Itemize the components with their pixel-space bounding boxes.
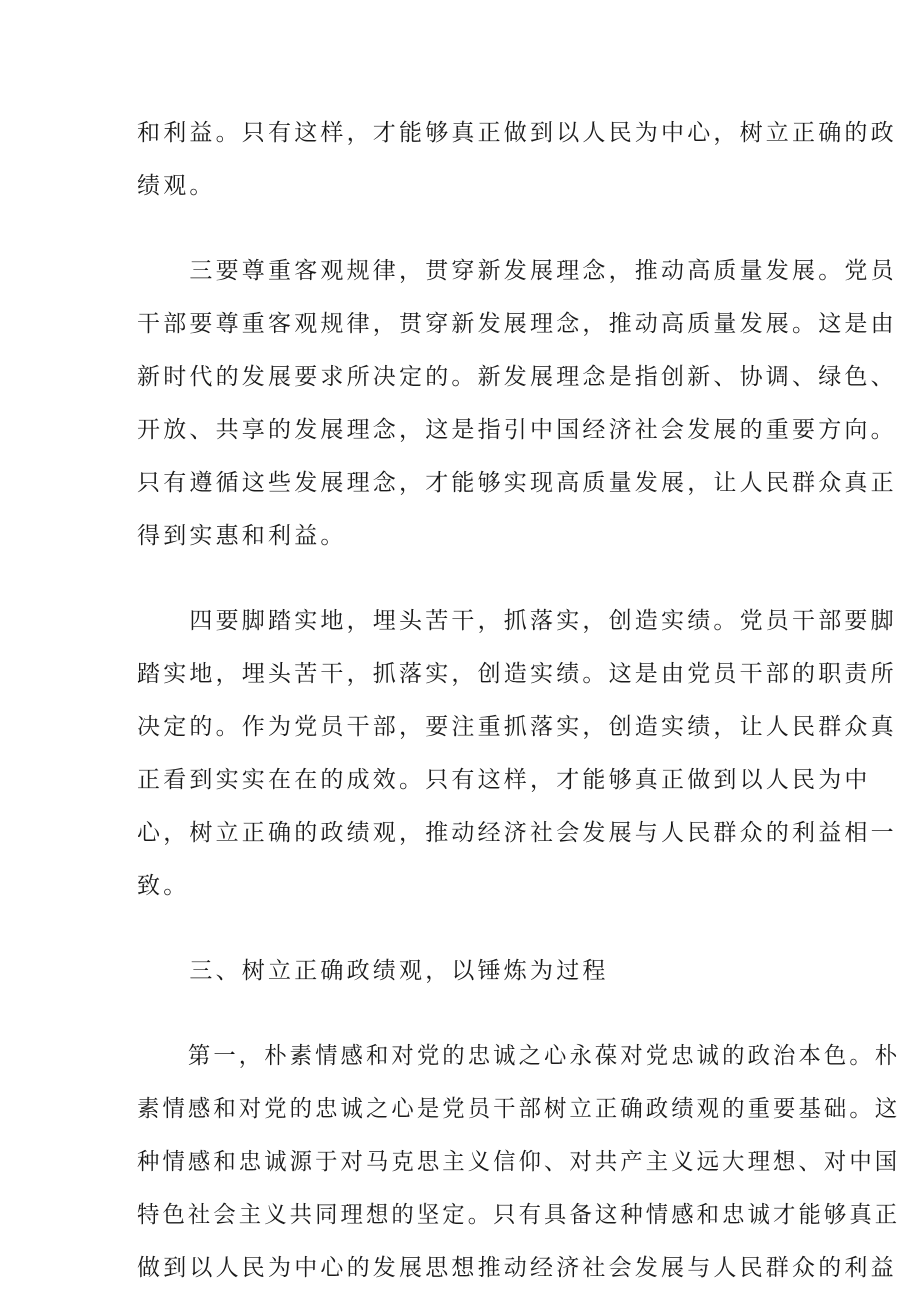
paragraph-line: 正看到实实在在的成效。只有这样，才能够真正做到以人民为中 bbox=[137, 767, 871, 793]
paragraph-line: 踏实地，埋头苦干，抓落实，创造实绩。这是由党员干部的职责所 bbox=[137, 661, 897, 687]
paragraph-line: 做到以人民为中心的发展思想推动经济社会发展与人民群众的利益 bbox=[137, 1255, 897, 1281]
paragraph-line: 干部要尊重客观规律，贯穿新发展理念，推动高质量发展。这是由 bbox=[137, 311, 897, 337]
paragraph-line: 和利益。只有这样，才能够真正做到以人民为中心，树立正确的政 bbox=[137, 120, 897, 146]
paragraph-line: 绩观。 bbox=[137, 173, 216, 199]
paragraph-line: 致。 bbox=[137, 873, 190, 899]
paragraph-line: 第一，朴素情感和对党的忠诚之心永葆对党忠诚的政治本色。朴 bbox=[137, 1043, 901, 1069]
paragraph-line: 开放、共享的发展理念，这是指引中国经济社会发展的重要方向。 bbox=[137, 417, 897, 443]
paragraph-line: 四要脚踏实地，埋头苦干，抓落实，创造实绩。党员干部要脚 bbox=[137, 608, 897, 634]
paragraph-line: 三要尊重客观规律，贯穿新发展理念，推动高质量发展。党员 bbox=[137, 258, 897, 284]
paragraph-line: 特色社会主义共同理想的坚定。只有具备这种情感和忠诚才能够真正 bbox=[137, 1202, 901, 1228]
paragraph-line: 新时代的发展要求所决定的。新发展理念是指创新、协调、绿色、 bbox=[137, 364, 897, 390]
paragraph-line: 素情感和对党的忠诚之心是党员干部树立正确政绩观的重要基础。这 bbox=[137, 1096, 901, 1122]
paragraph-line: 种情感和忠诚源于对马克思主义信仰、对共产主义远大理想、对中国 bbox=[137, 1149, 901, 1175]
section-heading: 三、树立正确政绩观，以锤炼为过程 bbox=[137, 958, 609, 984]
paragraph-line: 决定的。作为党员干部，要注重抓落实，创造实绩，让人民群众真 bbox=[137, 714, 897, 740]
paragraph-line: 只有遵循这些发展理念，才能够实现高质量发展，让人民群众真正 bbox=[137, 470, 897, 496]
paragraph-line: 心，树立正确的政绩观，推动经济社会发展与人民群众的利益相一 bbox=[137, 820, 897, 846]
paragraph-line: 得到实惠和利益。 bbox=[137, 523, 347, 549]
